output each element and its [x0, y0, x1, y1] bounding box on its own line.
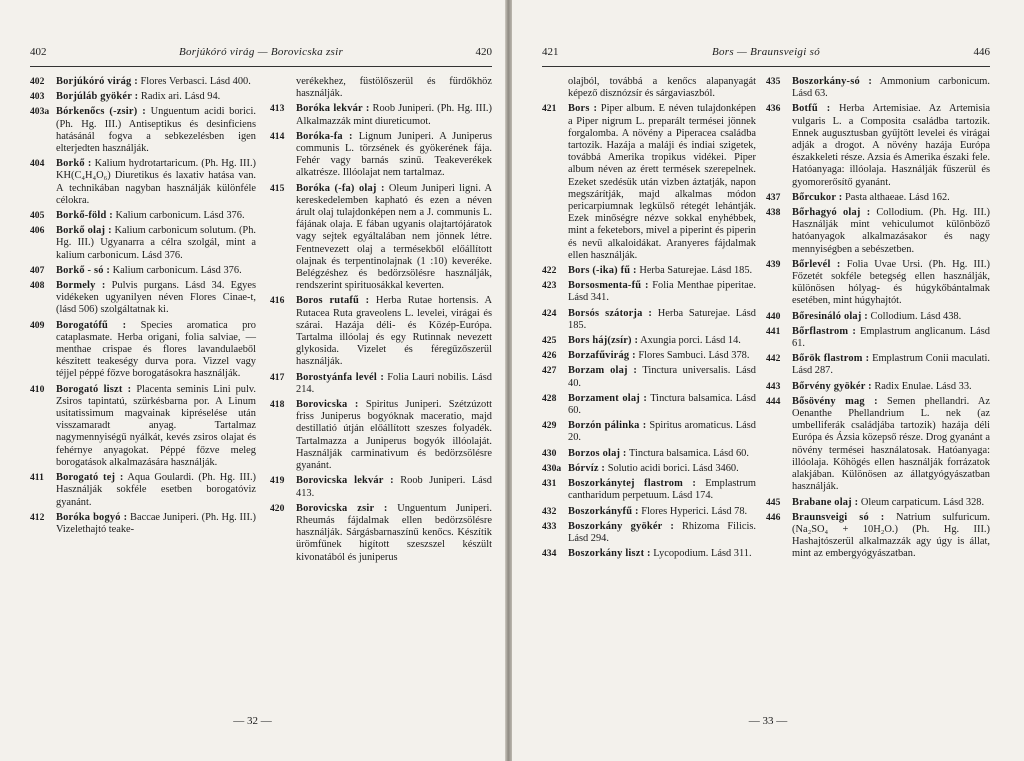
entry-headword: Borkő olaj :	[56, 225, 112, 237]
entry-number: 408	[30, 280, 45, 292]
entry-body	[568, 308, 756, 332]
entry-text: Collodium. (Ph. Hg. III.) Használják mint vehiculumot különböző hatóanyagok alkalmazásakor és nagy mennyiségben a sebészetben.	[792, 207, 990, 255]
dictionary-entry	[542, 506, 756, 518]
entry-headword: Bősövény mag :	[792, 395, 878, 407]
entry-headword: Bőrflastrom :	[792, 325, 857, 337]
entry-text: Oleum Juniperi ligni. A kereskedelemben kapható és ezen a néven árult olaj tulajdonképen nem a J. communis L. fájának olaja. E fában ugyanis olajtartójáratok vagy sejtek egyáltalában nem jönnek létre. Fentnevezett olaj a termésekből előállított olajnak és terpentinolajnak (1 :10) keveréke. Belégzéshez és bedörzsölésre használják, rendszerint spirituosákkal keverten.	[296, 182, 493, 292]
entry-body	[56, 384, 256, 469]
entry-body	[568, 521, 756, 545]
entry-text: Species aromatica pro cataplasmate. Herba origani, folia salviae, — menthae crispae és flores lavandulaeből készitett teakeségy durva pora. Vizzel vagy téjjel péppé főzve borogatásokra használják.	[56, 319, 256, 380]
dictionary-entry	[766, 497, 990, 509]
dictionary-entry	[542, 478, 756, 502]
entry-number: 439	[766, 258, 781, 270]
entry-text: Natrium sulfuricum. (Na₂SO₄ + 10H₂O.) (Ph. Hg. III.) Hashajtószerül alkalmazzák agy úgy is állat, mint az embergyógyászatban.	[792, 511, 990, 560]
dictionary-entry	[766, 311, 990, 323]
entry-number: 438	[766, 207, 781, 219]
entry-text: Tinctura balsamica. Lásd 60.	[626, 447, 749, 459]
dictionary-entry	[766, 396, 990, 494]
dictionary-entry	[542, 76, 756, 100]
entry-body	[568, 103, 756, 262]
entry-number: 417	[270, 371, 285, 383]
entry-number: 437	[766, 191, 781, 203]
entry-body	[56, 512, 256, 536]
dictionary-entry	[270, 399, 492, 472]
entry-number: 431	[542, 478, 557, 490]
page-header-right: 446	[973, 46, 990, 58]
entry-text: Herba Saturejae. Lásd 185.	[636, 265, 753, 277]
entry-headword: Bórkenőcs (-zsir) :	[56, 106, 146, 118]
entry-body	[296, 399, 492, 472]
entry-body	[568, 420, 756, 444]
entry-number: 415	[270, 182, 285, 194]
entry-headword: Boróka (-fa) olaj :	[296, 182, 385, 194]
entry-body	[792, 353, 990, 377]
column-2	[766, 76, 990, 564]
dictionary-entry	[270, 295, 492, 368]
entry-headword: Borsosmenta-fű :	[568, 280, 649, 292]
page-footer: — 33 —	[748, 715, 788, 727]
dictionary-entry	[542, 393, 756, 417]
entry-headword: Borzam olaj :	[568, 365, 638, 377]
entry-headword: Boszorkány-só :	[792, 76, 873, 87]
entry-body	[296, 372, 492, 396]
entry-text: Oleum carpaticum. Lásd 328.	[858, 496, 985, 508]
header-rule	[30, 66, 492, 67]
dictionary-entry	[542, 335, 756, 347]
entry-number: 420	[270, 502, 285, 514]
dictionary-entry	[542, 308, 756, 332]
entry-number: 422	[542, 265, 557, 277]
entry-number: 430	[542, 447, 557, 459]
entry-body	[296, 475, 492, 499]
entry-body	[568, 76, 756, 100]
entry-body	[296, 131, 492, 180]
entry-number: 427	[542, 365, 557, 377]
entry-headword: Borogatófű :	[56, 319, 127, 331]
entry-number: 429	[542, 420, 557, 432]
entry-headword: Borkő - só :	[56, 264, 111, 276]
dictionary-entry	[766, 326, 990, 350]
entry-headword: Borogató tej :	[56, 472, 124, 484]
entry-body	[792, 497, 990, 509]
entry-number: 416	[270, 295, 285, 307]
entry-headword: Borovicska zsir :	[296, 502, 388, 514]
entry-text: Emplastrum anglicanum. Lásd 61.	[792, 325, 990, 350]
entry-headword: Borovicska lekvár :	[296, 475, 394, 487]
left-page	[0, 0, 505, 761]
entry-body	[792, 259, 990, 308]
entry-text: Ammonium carbonicum. Lásd 63.	[792, 76, 990, 100]
page-header-right: 420	[475, 46, 492, 58]
entry-body	[792, 396, 990, 494]
entry-headword: Borzón pálinka :	[568, 420, 647, 432]
entry-body	[56, 158, 256, 207]
entry-body	[296, 103, 492, 127]
entry-number: 436	[766, 103, 781, 115]
dictionary-entry	[270, 503, 492, 564]
entry-number: 423	[542, 280, 557, 292]
entry-text: Flores Verbasci. Lásd 400.	[137, 76, 251, 87]
entry-number: 405	[30, 210, 45, 222]
right-page	[512, 0, 1024, 761]
entry-headword: Boróka lekvár :	[296, 103, 370, 115]
dictionary-entry	[542, 463, 756, 475]
entry-headword: Bors háj(zsír) :	[568, 335, 639, 347]
header-rule	[542, 66, 990, 67]
entry-text: Unguentum Juniperi. Rheumás fájdalmak ellen bedörzsölésre használják. Sárgásbarnaszínű kenőcs. Készítik ürömfűnek higított szeszszel készült kivonatából és juniperus	[296, 502, 492, 563]
entry-text: Lignum Juniperi. A Juniperus communis L. törzsének és gyökerének fája. Fehér vagy barnás szinű. Teakeverékek alkatrésze. Illóolajat nem tartalmaz.	[296, 130, 492, 179]
entry-number	[542, 76, 568, 100]
entry-headword: Borzament olaj :	[568, 392, 648, 404]
entry-text: Pasta althaeae. Lásd 162.	[842, 191, 950, 203]
entry-body	[568, 448, 756, 460]
entry-text: Spiritus aromaticus. Lásd 20.	[568, 420, 756, 444]
entry-body	[296, 295, 492, 368]
dictionary-entry	[30, 512, 256, 536]
entry-headword: Bőrhagyó olaj :	[792, 207, 871, 219]
header-title: Borjúkóró virág — Borovicska zsir	[178, 46, 344, 58]
entry-number: 441	[766, 325, 781, 337]
entry-text: Kalium carbonicum. Lásd 376.	[110, 264, 242, 276]
entry-headword: Boszorkánytej flastrom :	[568, 478, 697, 490]
entry-text: Folia Menthae piperitae. Lásd 341.	[568, 280, 757, 304]
entry-number: 434	[542, 548, 557, 560]
dictionary-entry	[542, 350, 756, 362]
entry-number: 419	[270, 475, 285, 487]
entry-body	[568, 393, 756, 417]
entry-headword: Boszorkány liszt :	[568, 548, 651, 560]
entry-body	[56, 280, 256, 317]
entry-body	[56, 472, 256, 509]
entry-headword: Boros rutafű :	[296, 295, 370, 307]
entry-text: Roob Juniperi. (Ph. Hg. III.) Alkalmazzák mint diureticumot.	[296, 103, 492, 127]
entry-body	[792, 381, 990, 393]
book-gutter	[505, 0, 512, 761]
entry-body	[568, 265, 756, 277]
entry-body	[792, 326, 990, 350]
entry-body	[568, 548, 756, 560]
dictionary-entry	[270, 76, 492, 100]
entry-body	[568, 463, 756, 475]
entry-number: 440	[766, 310, 781, 322]
entry-headword: Borovicska :	[296, 399, 359, 411]
entry-text: Kalium carbonicum. Lásd 376.	[112, 210, 245, 222]
entry-body	[56, 225, 256, 262]
entry-headword: Botfű :	[792, 103, 831, 115]
entry-text: Radix ari. Lásd 94.	[138, 91, 221, 103]
entry-text: Tinctura balsamica. Lásd 60.	[568, 392, 756, 417]
running-header	[30, 46, 492, 64]
dictionary-entry	[30, 384, 256, 469]
entry-number: 409	[30, 319, 45, 331]
entry-text: Folia Uvae Ursi. (Ph. Hg. III.) Főzetét sokféle betegség ellen használják, különösen hólyag- és húgykőbántalmak esetében, mint húgyhajtót.	[792, 258, 990, 307]
entry-text: Kalium carbonicum solutum. (Ph. Hg. III.) Ugyanarra a célra szolgál, mint a kalium carbonicum. Lásd 376.	[56, 225, 256, 261]
dictionary-entry	[30, 76, 256, 88]
header-title: Bors — Braunsveigi só	[711, 46, 821, 58]
entry-body	[792, 311, 990, 323]
entry-headword: Borogató liszt :	[56, 383, 132, 395]
entry-number: 428	[542, 392, 557, 404]
entry-body	[568, 478, 756, 502]
entry-number: 402	[30, 76, 45, 87]
dictionary-entry	[30, 265, 256, 277]
dictionary-entry	[542, 365, 756, 389]
dictionary-entry	[30, 472, 256, 509]
entry-number: 407	[30, 264, 45, 276]
entry-text: Flores Sambuci. Lásd 378.	[635, 350, 750, 362]
entry-body	[568, 365, 756, 389]
entry-text: Herba Saturejae. Lásd 185.	[568, 307, 756, 331]
entry-text: Tinctura universalis. Lásd 40.	[568, 365, 756, 389]
entry-number: 446	[766, 511, 781, 523]
entry-text: olajból, továbbá a kenőcs alapanyagát képező disznózsír és sárgaviaszból.	[568, 76, 756, 100]
dictionary-entry	[270, 103, 492, 127]
dictionary-entry	[766, 512, 990, 561]
dictionary-entry	[766, 259, 990, 308]
entry-headword: Borkő-föld :	[56, 210, 113, 222]
entry-body	[296, 76, 492, 100]
entry-number: 424	[542, 307, 557, 319]
dictionary-entry	[30, 280, 256, 317]
entry-number: 425	[542, 335, 557, 347]
entry-text: Semen phellandri. Az Oenanthe Phellandrium L. nek (az umbelliferák családjába tartozik) hazája déli Európa és Ázsia közepső része. Drog gyanánt a növény termései használatosak. Hatóanyaga: illóolaja. Köhögés ellen használják forrázatok alakjában. Különösen az állatgyógyászatban használják.	[792, 395, 990, 493]
column-1	[542, 76, 756, 563]
entry-headword: Boróka bogyó :	[56, 511, 128, 523]
entry-number: 403a	[30, 106, 50, 118]
entry-number: 421	[542, 103, 557, 115]
entry-headword: Bors :	[568, 103, 598, 115]
entry-text: Flores Hyperici. Lásd 78.	[638, 505, 748, 517]
dictionary-entry	[766, 207, 990, 256]
entry-text: Axungia porci. Lásd 14.	[638, 335, 741, 347]
entry-body	[56, 106, 256, 155]
entry-headword: Bormely :	[56, 280, 106, 292]
entry-headword: Braunsveigi só :	[792, 511, 885, 523]
entry-headword: Borostyánfa levél :	[296, 371, 385, 383]
entry-number: 404	[30, 158, 45, 170]
entry-body	[56, 76, 256, 88]
entry-headword: Brabane olaj :	[792, 496, 859, 508]
dictionary-entry	[542, 265, 756, 277]
entry-body	[56, 91, 256, 103]
entry-text: Collodium. Lásd 438.	[867, 310, 962, 322]
entry-body	[792, 103, 990, 188]
entry-headword: Bőrök flastrom :	[792, 353, 870, 365]
entry-number: 443	[766, 380, 781, 392]
entry-text: Emplastrum Conii maculati. Lásd 287.	[792, 353, 990, 377]
entry-number: 426	[542, 350, 557, 362]
entry-headword: Boszorkányfű :	[568, 505, 639, 517]
entry-text: Placenta seminis Lini pulv. Zsiros tapintatú, szürkésbarna por. A Linum usitatissimum magvainak kipréselése után visszamaradt anyag. Tartalmaz nagymennyiségű nyálkát, kevés zsiros olajat és fehérnye anyagokat. Péppé főzve meleg borogatások alkalmazására használják.	[56, 383, 256, 468]
entry-text: Emplastrum cantharidum perpetuum. Lásd 174.	[568, 478, 756, 502]
entry-headword: Boszorkány gyökér :	[568, 520, 675, 532]
entry-number: 433	[542, 520, 557, 532]
dictionary-entry	[542, 103, 756, 262]
entry-text: Solutio acidi borici. Lásd 3460.	[605, 462, 739, 474]
dictionary-entry	[30, 158, 256, 207]
entry-number: 410	[30, 383, 45, 395]
entry-number: 432	[542, 505, 557, 517]
entry-text: verékekhez, füstölőszerül és fürdőkhöz használják.	[296, 76, 492, 100]
dictionary-entry	[30, 225, 256, 262]
dictionary-entry	[766, 103, 990, 188]
entry-headword: Bőrlevél :	[792, 258, 841, 270]
entry-headword: Bőrcukor :	[792, 191, 843, 203]
entry-body	[296, 503, 492, 564]
entry-headword: Bőrvény gyökér :	[792, 380, 872, 392]
entry-number: 411	[30, 472, 44, 484]
entry-text: Rhizoma Filicis. Lásd 294.	[568, 520, 756, 544]
dictionary-entry	[542, 521, 756, 545]
entry-number: 445	[766, 496, 781, 508]
entry-text: Unguentum acidi borici. (Ph. Hg. III.) Antiseptikus és desinficiens hatásánál fogva a sebkezelésben igen elterjedten használják.	[56, 106, 257, 155]
entry-body	[56, 320, 256, 381]
entry-body	[792, 512, 990, 561]
page-header-left: 421	[542, 46, 559, 58]
entry-number: 414	[270, 130, 285, 142]
dictionary-entry	[542, 280, 756, 304]
dictionary-entry	[30, 320, 256, 381]
entry-number: 403	[30, 91, 45, 103]
entry-number: 418	[270, 399, 285, 411]
entry-body	[792, 76, 990, 100]
entry-number: 406	[30, 225, 45, 237]
dictionary-entry	[270, 372, 492, 396]
entry-headword: Bórvíz :	[568, 462, 606, 474]
entry-body	[568, 280, 756, 304]
entry-text: Aqua Goulardi. (Ph. Hg. III.) Használják sokféle esetben borogatóviz gyanánt.	[56, 472, 256, 508]
entry-number: 442	[766, 353, 781, 365]
entry-text: Roob Juniperi. Lásd 413.	[296, 475, 492, 499]
entry-text: Spiritus Juniperi. Szétzúzott friss Juniperus bogyóknak maceratio, majd destillatió útján előállított szeszes folyadék. Tartalmazza a Juniperus bogyók illóolaját. Használják carminativum és bedörzsölésre gyanánt.	[296, 399, 493, 472]
entry-headword: Borkő :	[56, 158, 92, 170]
dictionary-entry	[30, 91, 256, 103]
entry-headword: Borjúkóró virág :	[56, 76, 138, 87]
dictionary-entry	[270, 183, 492, 293]
page-footer: — 32 —	[233, 715, 272, 727]
entry-text: Folia Lauri nobilis. Lásd 214.	[296, 371, 492, 395]
entry-body	[568, 350, 756, 362]
dictionary-entry	[542, 548, 756, 560]
entry-number: 413	[270, 103, 285, 115]
entry-headword: Borsós szátorja :	[568, 307, 653, 319]
page-header-left: 402	[30, 46, 47, 58]
entry-body	[792, 207, 990, 256]
dictionary-entry	[766, 76, 990, 100]
dictionary-entry	[542, 420, 756, 444]
entry-body	[56, 265, 256, 277]
entry-body	[568, 506, 756, 518]
column-1	[30, 76, 256, 539]
entry-text: Lycopodium. Lásd 311.	[650, 548, 752, 560]
dictionary-entry	[766, 381, 990, 393]
entry-text: Baccae Juniperi. (Ph. Hg. III.) Vizelethajtó teake-	[56, 511, 256, 535]
entry-text: Kalium hydrotartaricum. (Ph. Hg. III.) KH(C₄H₄O₆) Diuretikus és laxativ hatása van. A technikában nagyban használják különféle célokra.	[56, 158, 256, 206]
entry-headword: Bors (-ika) fű :	[568, 265, 637, 277]
entry-headword: Borjúláb gyökér :	[56, 91, 139, 103]
entry-text: Radix Enulae. Lásd 33.	[871, 380, 972, 392]
dictionary-entry	[766, 192, 990, 204]
entry-number: 444	[766, 395, 781, 407]
entry-body	[56, 210, 256, 222]
entry-body	[568, 335, 756, 347]
column-2	[270, 76, 492, 567]
entry-number: 412	[30, 511, 45, 523]
dictionary-entry	[270, 475, 492, 499]
entry-headword: Bőresináló olaj :	[792, 310, 868, 322]
entry-number: 430a	[542, 462, 562, 474]
entry-body	[296, 183, 492, 293]
dictionary-entry	[30, 210, 256, 222]
entry-headword: Borzos olaj :	[568, 447, 627, 459]
entry-text: Herba Rutae hortensis. A Rutacea Ruta graveolens L. levelei, virágai és szárai. Hazája déli- és Közép-Európa. Tartalma illóolaj és egy Rutinnak nevezett glykosida. Vizelet és féregűzőszerül használják.	[296, 295, 493, 368]
entry-text: Piper album. E néven tulajdonképen a Piper nigrum L. preparált termései jönnek forgalomba. A növény a Piperacea családba tartozik. Hazája a maláji és indiai szigetek, továbbá Amerika tropikus vidékei. Piper album néven az érett termések szerepelnek. Ezeket szedésük után vizben áztatják, napon megszárítják, majd alkalmas módon pericarpiumnak legkülső rétegét lehántják. Ezek minőségre nézve sokkal enyhébbek, mint a feketebors, mivel a piperint és piperin és nevű alkaloidákat. Aranyeres fájdalmak ellen használják.	[568, 103, 757, 261]
entry-body	[792, 192, 990, 204]
dictionary-entry	[270, 131, 492, 180]
entry-number: 435	[766, 76, 781, 87]
entry-text: Herba Artemisiae. Az Artemisia vulgaris L. a Composita családba tartozik. Ennek augusztusban gyűjtött levelei és virágai adják a drogot. A növény hazája Európa északkeleti része. Azsia és Amerika északi fele. Hatóanyaga: illóolaja. Használják fűszerül és gyomorerősítő gyanánt.	[792, 103, 990, 188]
dictionary-entry	[542, 448, 756, 460]
running-header	[542, 46, 990, 64]
dictionary-entry	[766, 353, 990, 377]
entry-headword: Borzafűvirág :	[568, 350, 636, 362]
entry-number	[270, 76, 296, 100]
dictionary-entry	[30, 106, 256, 155]
entry-text: Pulvis purgans. Lásd 34. Egyes vidékeken ugyanilyen néven Flores Cinae-t, (lásd 506) szolgáltatnak ki.	[56, 280, 256, 316]
entry-headword: Boróka-fa :	[296, 130, 353, 142]
